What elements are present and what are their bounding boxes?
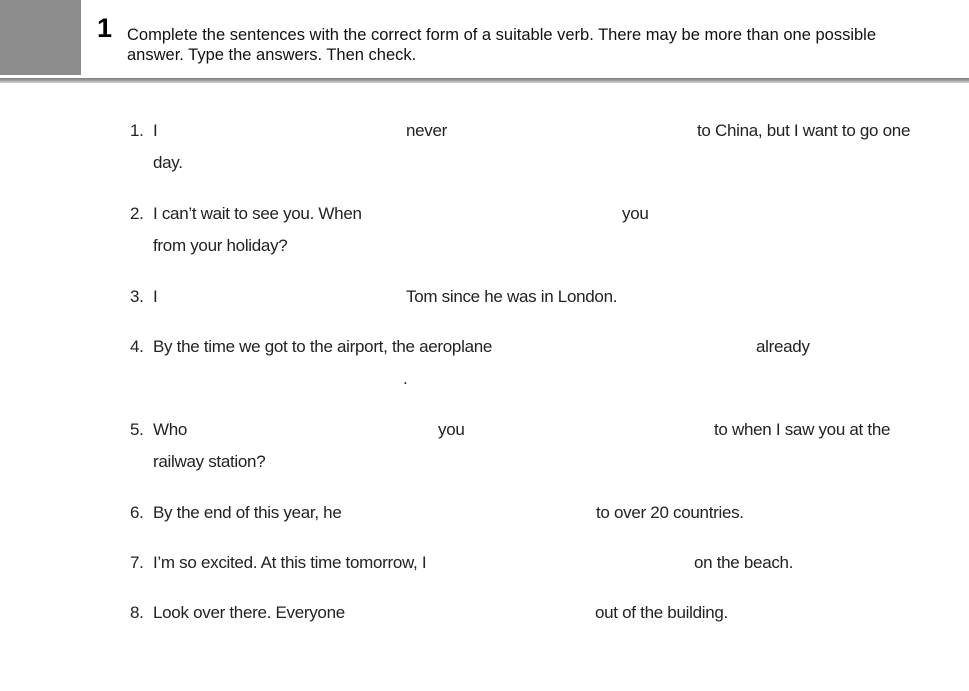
sentence-5-text-b: you	[438, 420, 465, 439]
sentence-5-number: 5.	[130, 420, 144, 439]
sentence-5-text-d: railway station?	[153, 452, 266, 471]
sentence-4-text-c: .	[403, 369, 408, 388]
sentence-6-gap-1[interactable]	[358, 502, 586, 524]
sentence-7-gap-1[interactable]	[455, 552, 684, 574]
sentence-2-text-a: I can’t wait to see you. When	[153, 204, 362, 223]
exercise-number: 1	[97, 13, 113, 43]
sentence-3-text-a: I	[153, 287, 158, 306]
sentence-7-text-b: on the beach.	[694, 553, 794, 572]
sentence-7-number: 7.	[130, 553, 144, 572]
sentence-4-gap-2[interactable]	[160, 368, 395, 390]
exercise-instructions: Complete the sentences with the correct form of a suitable verb. There may be more than one possible answer. Type the answers. Then check.	[127, 26, 877, 64]
sentence-6-number: 6.	[130, 503, 144, 522]
sentence-6-text-b: to over 20 countries.	[596, 503, 744, 522]
sentence-7-text-a: I’m so excited. At this time tomorrow, I	[153, 553, 427, 572]
sentence-4-text-b: already	[756, 337, 810, 356]
sentence-8-text-a: Look over there. Everyone	[153, 603, 345, 622]
sentence-4-text-a: By the time we got to the airport, the aeroplane	[153, 337, 493, 356]
sentence-5-gap-2[interactable]	[476, 419, 704, 441]
sentence-1-gap-1[interactable]	[170, 120, 395, 142]
header-divider	[0, 78, 969, 83]
sentence-2-gap-1[interactable]	[383, 203, 611, 225]
sentence-2-text-b: you	[622, 204, 649, 223]
sentence-8-text-b: out of the building.	[595, 603, 728, 622]
header-gray-block	[0, 0, 81, 75]
sentence-1-text-d: day.	[153, 153, 183, 172]
sentence-3-text-b: Tom since he was in London.	[406, 287, 618, 306]
sentence-8-number: 8.	[130, 603, 144, 622]
sentence-1-text-a: I	[153, 121, 158, 140]
sentence-4-gap-1[interactable]	[518, 336, 746, 358]
sentence-8-gap-1[interactable]	[356, 602, 585, 624]
sentence-3-number: 3.	[130, 287, 144, 306]
sentence-1-number: 1.	[130, 121, 144, 140]
sentence-6-text-a: By the end of this year, he	[153, 503, 342, 522]
sentence-3-gap-1[interactable]	[170, 286, 395, 308]
sentence-4-number: 4.	[130, 337, 144, 356]
sentence-1-gap-2[interactable]	[458, 120, 686, 142]
sentence-5-text-c: to when I saw you at the	[714, 420, 891, 439]
sentence-2-text-c: from your holiday?	[153, 236, 288, 255]
sentence-5-text-a: Who	[153, 420, 188, 439]
sentence-1-text-c: to China, but I want to go one	[697, 121, 911, 140]
sentence-2-number: 2.	[130, 204, 144, 223]
sentence-2-gap-2[interactable]	[660, 203, 910, 225]
sentence-5-gap-1[interactable]	[198, 419, 428, 441]
sentence-1-text-b: never	[406, 121, 448, 140]
